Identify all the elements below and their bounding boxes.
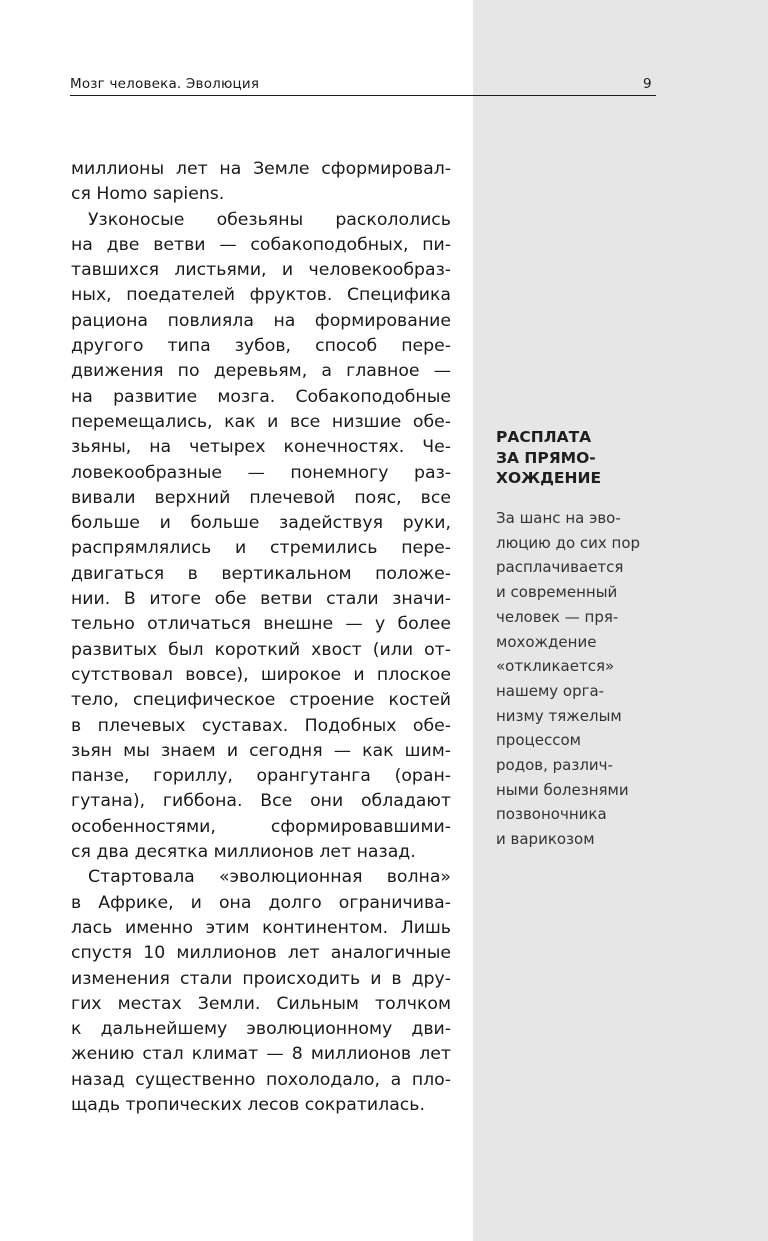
body-line: ся два десятка миллионов лет назад. xyxy=(71,842,416,863)
body-line: в плечевых суставах. Подобных обе- xyxy=(71,715,451,736)
body-line: ных, поедателей фруктов. Специфика xyxy=(71,285,451,306)
sidebar-note-line: позвоночника xyxy=(496,805,607,824)
body-line: больше и больше задействуя руки, xyxy=(71,513,451,534)
body-line: тавшихся листьями, и человекообраз- xyxy=(71,260,451,281)
sidebar-note-line: и варикозом xyxy=(496,830,595,849)
running-header-title: Мозг человека. Эволюция xyxy=(70,76,260,92)
body-line: жению стал климат — 8 миллионов лет xyxy=(71,1044,451,1065)
body-line: изменения стали происходить и в дру- xyxy=(71,968,451,989)
page-number: 9 xyxy=(643,76,652,92)
body-line: спустя 10 миллионов лет аналогичные xyxy=(71,943,451,964)
body-line: особенностями, сформировавшими- xyxy=(71,816,451,837)
body-line: гих местах Земли. Сильным толчком xyxy=(71,993,451,1014)
sidebar-heading-line: ЗА ПРЯМО- xyxy=(496,448,596,467)
body-line: назад существенно похолодало, а пло- xyxy=(71,1069,451,1090)
body-line: перемещались, как и все низшие обе- xyxy=(71,411,451,432)
main-text-column xyxy=(71,157,451,1118)
body-line: Стартовала «эволюционная волна» xyxy=(88,867,451,888)
body-line: двигаться в вертикальном положе- xyxy=(71,563,451,584)
sidebar-note-line: люцию до сих пор xyxy=(496,533,641,552)
sidebar-note-line: «откликается» xyxy=(496,657,615,676)
sidebar-note-line: процессом xyxy=(496,731,581,750)
sidebar-note xyxy=(496,506,666,852)
body-line: в Африке, и она долго ограничива- xyxy=(71,892,451,913)
sidebar-note-line: человек — пря- xyxy=(496,607,619,626)
body-line: распрямлялись и стремились пере- xyxy=(71,538,451,559)
sidebar-note-line: За шанс на эво- xyxy=(496,509,621,527)
body-line: сутствовал вовсе), широкое и плоское xyxy=(71,664,451,685)
body-line: нии. В итоге обе ветви стали значи- xyxy=(71,589,451,610)
body-line: ся Homo sapiens. xyxy=(71,184,225,205)
body-line: другого типа зубов, способ пере- xyxy=(71,336,451,357)
body-line: развитых был короткий хвост (или от- xyxy=(71,639,451,660)
sidebar-note-line: и современный xyxy=(496,583,618,602)
body-line: лась именно этим континентом. Лишь xyxy=(71,917,451,938)
sidebar-note-line: ными болезнями xyxy=(496,780,629,799)
header-divider xyxy=(70,95,656,96)
body-line: Узконосые обезьяны раскололись xyxy=(88,209,451,230)
body-line: миллионы лет на Земле сформировал- xyxy=(71,159,451,179)
body-line: к дальнейшему эволюционному дви- xyxy=(71,1019,451,1040)
sidebar-note-line: расплачивается xyxy=(496,558,624,577)
body-line: ловекообразные — понемногу раз- xyxy=(71,462,451,483)
body-line: щадь тропических лесов сократилась. xyxy=(71,1094,425,1115)
sidebar-note-line: низму тяжелым xyxy=(496,706,622,725)
body-line: на две ветви — собакоподобных, пи- xyxy=(71,234,451,255)
body-line: рациона повлияла на формирование xyxy=(71,310,451,331)
body-line: тельно отличаться внешне — у более xyxy=(71,614,451,635)
body-line: вивали верхний плечевой пояс, все xyxy=(71,487,451,508)
sidebar-heading-line: ХОЖДЕНИЕ xyxy=(496,469,602,487)
sidebar-note-line: мохождение xyxy=(496,632,597,651)
body-line: гутана), гиббона. Все они обладают xyxy=(71,791,451,812)
sidebar-heading-line: РАСПЛАТА xyxy=(496,428,592,446)
sidebar-note-line: нашему орга- xyxy=(496,681,605,700)
sidebar-note-line: родов, различ- xyxy=(496,756,613,775)
sidebar-heading xyxy=(496,427,656,489)
body-line: зьян мы знаем и сегодня — как шим- xyxy=(71,740,451,761)
body-line: на развитие мозга. Собакоподобные xyxy=(71,386,451,407)
body-line: зьяны, на четырех конечностях. Че- xyxy=(71,437,451,458)
body-line: панзе, гориллу, орангутанга (оран- xyxy=(71,766,451,787)
body-line: движения по деревьям, а главное — xyxy=(71,361,451,382)
body-line: тело, специфическое строение костей xyxy=(71,690,451,711)
